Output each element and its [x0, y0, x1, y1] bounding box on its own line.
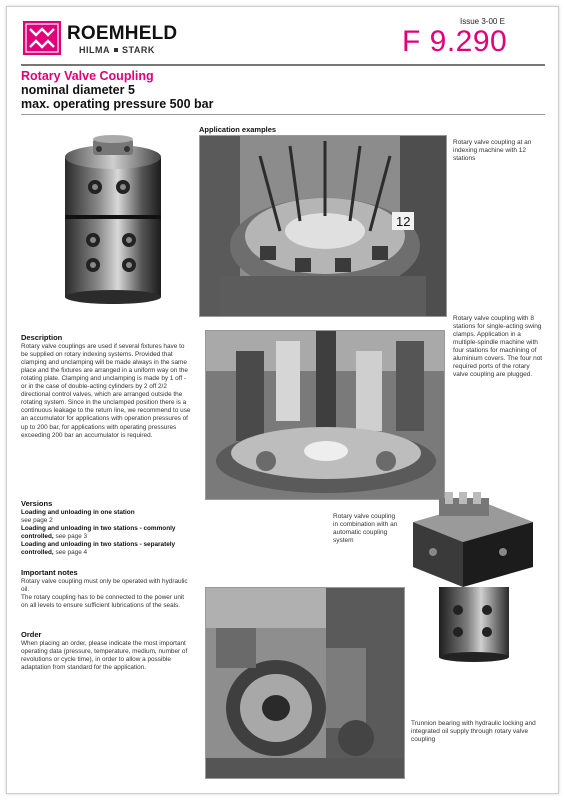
caption-1: Rotary valve coupling at an indexing machine with 12 stations	[453, 139, 532, 162]
notes-text-1: Rotary valve coupling must only be operated with hydraulic oil.	[21, 578, 188, 594]
station-number-label: 12	[396, 214, 411, 229]
roemheld-logo	[23, 21, 61, 55]
version-item: Loading and unloading in one station see page 2	[21, 509, 135, 525]
notes-section	[21, 567, 191, 610]
issue-label: Issue 3-00 E	[460, 17, 505, 26]
order-section	[21, 629, 191, 672]
description-heading: Description	[21, 333, 63, 342]
photo-multiple-spindle-machine	[205, 330, 445, 500]
caption-3: Rotary valve coupling in combination with an automatic coupling system	[333, 513, 398, 544]
description-section	[21, 332, 191, 440]
title-divider	[21, 114, 545, 115]
brand-subtitle: HILMA STARK	[79, 45, 155, 55]
product-image-automatic-coupling	[403, 492, 543, 664]
datasheet-page	[6, 6, 559, 794]
caption-4: Trunnion bearing with hydraulic locking and integrated oil supply through rotary valve coupling	[411, 720, 536, 743]
versions-section	[21, 498, 191, 557]
versions-heading: Versions	[21, 499, 53, 508]
order-heading: Order	[21, 630, 42, 639]
product-subtitle-2: max. operating pressure 500 bar	[21, 97, 214, 111]
brand-name: ROEMHELD	[67, 23, 178, 44]
product-title: Rotary Valve Coupling	[21, 69, 154, 83]
document-code: F 9.290	[402, 25, 508, 58]
version-item: Loading and unloading in two stations - separately controlled, see page 4	[21, 541, 176, 557]
notes-heading: Important notes	[21, 568, 78, 577]
notes-text-2: The rotary coupling has to be connected to the power unit on all levels to ensure sufficient lubrications of the seals.	[21, 594, 185, 610]
application-heading: Application examples	[199, 125, 277, 134]
caption-2: Rotary valve coupling with 8 stations for single-acting swing clamps. Application in a multiple-spindle machine with four stations for machining of aluminium covers. The four not required ports of the rotary valve coupling are plugged.	[453, 315, 543, 378]
photo-trunnion-bearing	[205, 587, 405, 779]
description-text: Rotary valve couplings are used if several fixtures have to be supplied on rotary indexing systems. Provided that clamping and unclamping will be made always in the same place and the fixtures are arranged in a uniform way on the rotating plate. Clamping and unclamping is made by 1 off - or in the case of double-acting cylinders by 2 off 2/2 directional control valves, which are arranged outside the rotating system. Since in the unclamped position there is a continuous leakage to the return line, we recommend to use an accumulator for applications with operation pressures of up to 200 bar, for applications with operating pressures exceeding 200 bar an accumulator is required.	[21, 343, 191, 439]
product-image	[57, 135, 169, 305]
product-subtitle-1: nominal diameter 5	[21, 83, 135, 97]
photo-indexing-machine	[199, 135, 447, 317]
header-divider	[21, 64, 545, 66]
version-item: Loading and unloading in two stations - commonly controlled, see page 3	[21, 525, 176, 541]
order-text: When placing an order, please indicate the most important operating data (pressure, temperature, medium, number of revolutions or cycle time), in order to allow a possible adaptation from standard for the application.	[21, 640, 188, 672]
